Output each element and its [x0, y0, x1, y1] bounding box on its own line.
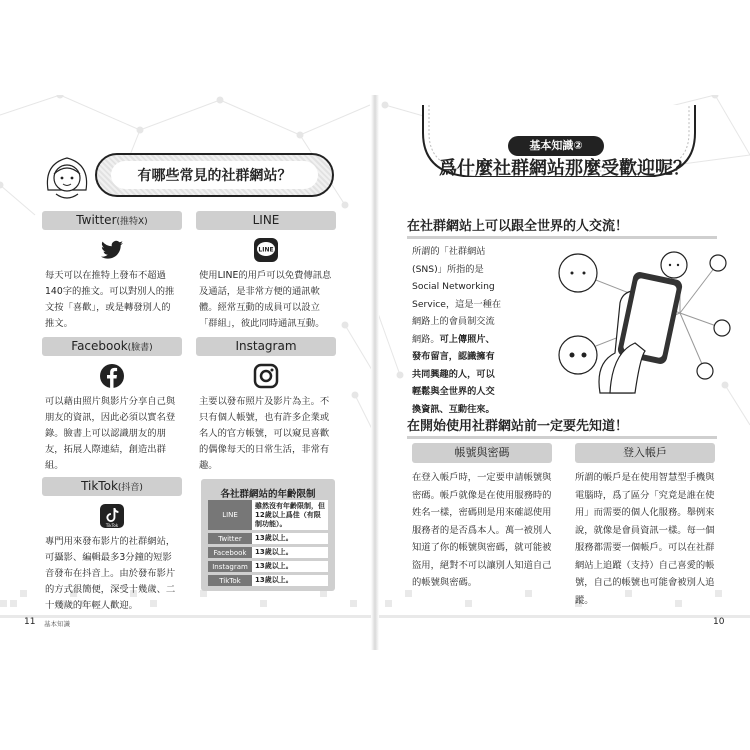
page-heading: 有哪些常見的社群網站？	[111, 161, 318, 189]
age-row-site: Instagram	[208, 561, 252, 572]
age-limit-table	[201, 479, 335, 591]
twitter-description: 每天可以在推特上發布不超過140字的推文。可以對別人的推文按「喜歡」，或是轉發別人的推文。	[45, 270, 175, 329]
table-row	[208, 533, 328, 544]
table-row	[208, 500, 328, 530]
line-card-header	[196, 211, 336, 230]
line-icon	[252, 236, 280, 264]
intro-line: 網路。	[412, 333, 440, 345]
intro-line: (SNS)」所指的是	[412, 263, 484, 275]
facebook-icon	[98, 362, 126, 390]
table-row	[208, 547, 328, 558]
intro-line: Social Networking	[412, 281, 495, 292]
age-row-limit: 13歲以上。	[252, 533, 328, 544]
line-name: LINE	[252, 213, 280, 227]
age-row-site: Twitter	[208, 533, 252, 544]
footer-label: 基本知識	[44, 620, 70, 628]
intro-line-mixed	[412, 331, 512, 349]
intro-bold-line: 換資訊、互動往來。	[412, 403, 495, 415]
login-account-text: 所謂的帳戶是在使用智慧型手機與電腦時，爲了區分「究竟是誰在使用」而需要的個人化服務。舉例來說，就像是會員資訊一樣。每一個服務都需要一個帳戶。可以在社群網站上追蹤（支持）自己喜愛的帳號，自己的帳號也可能會被別人追蹤。	[575, 472, 715, 606]
tiktok-icon-text: TikTok	[105, 523, 119, 528]
page-heading-frame	[95, 153, 334, 197]
twitter-card	[42, 211, 182, 332]
section-title-before-start: 在開始使用社群網站前一定要先知道！	[407, 415, 717, 439]
table-row	[208, 561, 328, 572]
twitter-card-header	[42, 211, 182, 230]
line-icon-text: LINE	[258, 246, 274, 254]
section-title-communicate: 在社群網站上可以跟全世界的人交流！	[407, 215, 717, 239]
account-password-text: 在登入帳戶時，一定要申請帳號與密碼。帳戶就像是在使用服務時的姓名一樣，密碼則是用來確認使用服務者的是否爲本人。萬一被別人知道了你的帳號與密碼，就可能被盜用，絕對不可以讓別人知道自己的帳號與密碼。	[412, 472, 552, 588]
intro-paragraph	[412, 243, 512, 418]
age-row-site: LINE	[208, 500, 252, 530]
left-page	[0, 95, 375, 650]
age-row-limit: 13歲以上。	[252, 575, 328, 586]
facebook-card-header	[42, 337, 182, 356]
twitter-bird-icon	[98, 236, 126, 264]
facebook-card	[42, 337, 182, 474]
intro-bold-line: 可上傳照片、	[439, 333, 495, 345]
login-account-header: 登入帳戶	[575, 443, 715, 463]
page-number-left: 11	[24, 617, 36, 627]
facebook-description: 可以藉由照片與影片分享自己與朋友的資訊，因此必須以實名登錄。臉書上可以認識朋友的朋友，拓展人際連結，創造出群組。	[45, 396, 176, 471]
instagram-description: 主要以發布照片及影片為主。不只有個人帳號，也有許多企業或名人的官方帳號，可以窺見喜歡的偶像每天的日常生活，非常有趣。	[199, 396, 330, 471]
instagram-name: Instagram	[235, 339, 297, 353]
age-row-limit: 13歲以上。	[252, 547, 328, 558]
smartphone-hand	[599, 271, 683, 393]
twitter-name: Twitter	[76, 213, 117, 227]
intro-bold-line: 發布留言，認識擁有	[412, 351, 495, 362]
intro-bold-line: 輕鬆與全世界的人交	[412, 386, 495, 397]
smartphone-network-illustration	[540, 243, 735, 403]
instagram-icon	[252, 362, 280, 390]
age-row-limit: 雖然沒有年齡限制，但12歲以上爲佳（有限制功能）。	[252, 500, 328, 530]
intro-bold-line: 共同興趣的人，可以	[412, 368, 495, 380]
age-row-site: TikTok	[208, 575, 252, 586]
intro-line: 所謂的「社群網站	[412, 246, 486, 257]
account-password-header: 帳號與密碼	[412, 443, 552, 463]
instagram-card	[196, 337, 336, 474]
tiktok-card	[42, 477, 182, 614]
age-row-site: Facebook	[208, 547, 252, 558]
twitter-subname: (推特X)	[116, 217, 148, 227]
line-card	[196, 211, 336, 332]
book-gutter	[371, 95, 379, 650]
age-row-limit: 13歲以上。	[252, 561, 328, 572]
facebook-subname: (臉書)	[127, 343, 153, 353]
instagram-card-header	[196, 337, 336, 356]
facebook-name: Facebook	[71, 339, 128, 353]
tiktok-name: TikTok	[81, 479, 118, 493]
tiktok-subname: (抖音)	[117, 483, 143, 493]
page-title: 爲什麼社群網站那麼受歡迎呢？	[439, 158, 691, 179]
line-description: 使用LINE的用戶可以免費傳訊息及通話，是非常方便的通訊軟體。經常互動的成員可以設立「群組」，彼此同時通訊互動。	[199, 270, 332, 329]
right-page	[375, 95, 750, 650]
girl-avatar-illustration	[40, 150, 94, 204]
tiktok-card-header	[42, 477, 182, 496]
basic-knowledge-badge: 基本知識②	[508, 136, 604, 156]
intro-line: Service，這是一種在	[412, 298, 502, 310]
table-row	[208, 575, 328, 586]
tiktok-description: 專門用來發布影片的社群網站，可攝影、編輯最多3分鐘的短影音發布在抖音上。由於發布影片的方式很簡便，深受十幾歲、二十幾歲的年輕人歡迎。	[45, 536, 176, 611]
age-limit-title: 各社群網站的年齡限制	[220, 489, 316, 500]
tiktok-icon	[98, 502, 126, 530]
page-number-right: 10	[713, 617, 725, 627]
intro-line: 網路上的會員制交流	[412, 316, 495, 327]
